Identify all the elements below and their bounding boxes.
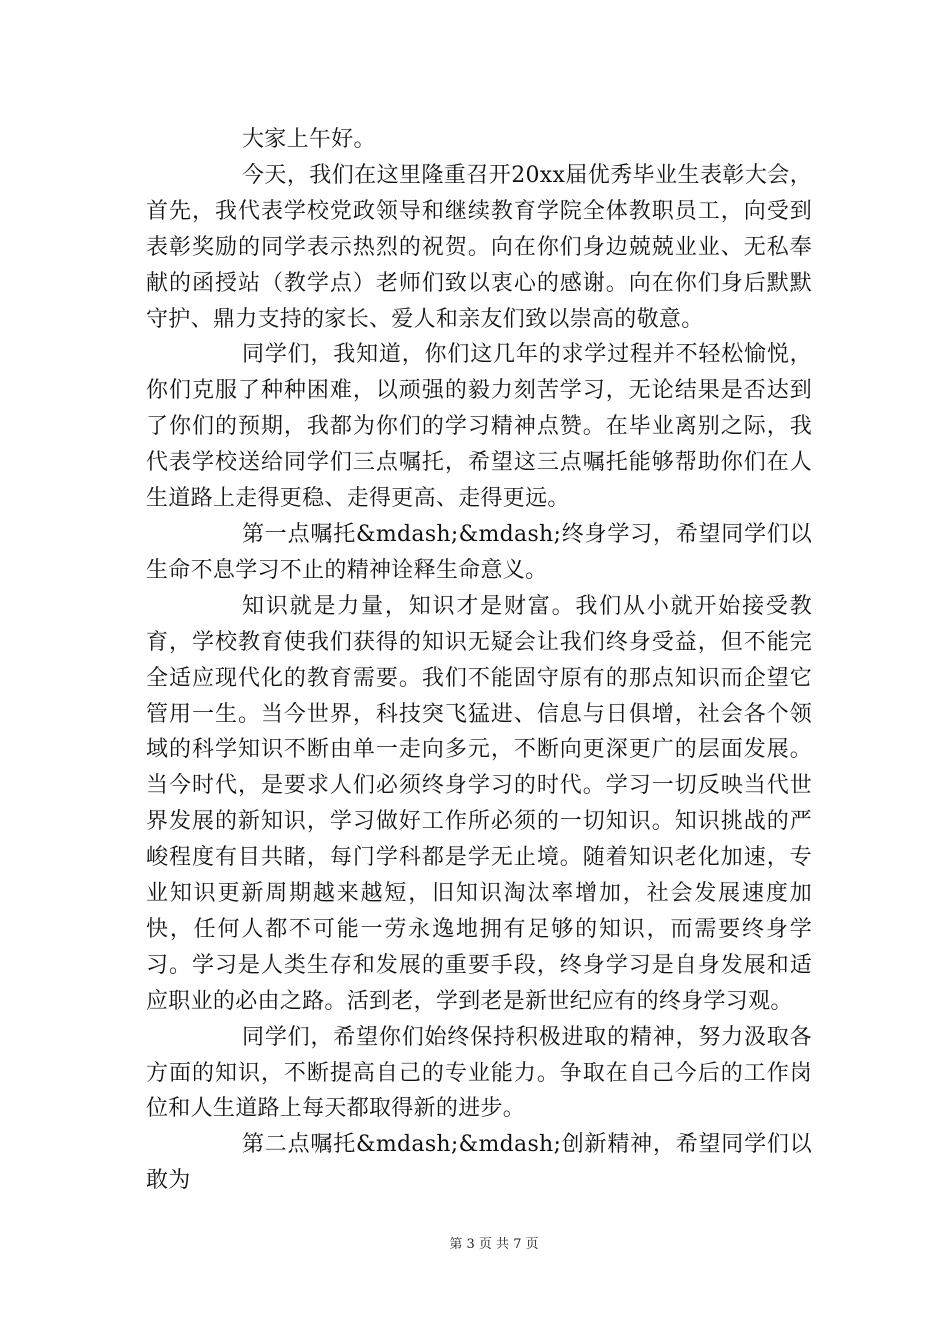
paragraph-opening: 今天，我们在这里隆重召开20xx届优秀毕业生表彰大会，首先，我代表学校党政领导和继续教育学院全体教职员工，向受到表彰奖励的同学表示热烈的祝贺。向在你们身边兢兢业业、无私奉献的函授站（教学点）老师们致以衷心的感谢。向在你们身后默默守护、鼎力支持的家长、爱人和亲友们致以崇高的敬意。 (146, 162, 812, 332)
paragraph-second-advice: 第二点嘱托&mdash;&mdash;创新精神，希望同学们以敢为 (146, 1132, 812, 1194)
paragraph-knowledge: 知识就是力量，知识才是财富。我们从小就开始接受教育，学校教育使我们获得的知识无疑会让我们终身受益，但不能完全适应现代化的教育需要。我们不能固守原有的那点知识而企望它管用一生。当今世界，科技突飞猛进、信息与日俱增，社会各个领域的科学知识不断由单一走向多元，不断向更深更广的层面发展。当今时代，是要求人们必须终身学习的时代。学习一切反映当代世界发展的新知识，学习做好工作所必须的一切知识。知识挑战的严峻程度有目共睹，每门学科都是学无止境。随着知识老化加速，专业知识更新周期越来越短，旧知识淘汰率增加，社会发展速度加快，任何人都不可能一劳永逸地拥有足够的知识，而需要终身学习。学习是人类生存和发展的重要手段，终身学习是自身发展和适应职业的必由之路。活到老，学到老是新世纪应有的终身学习观。 (146, 593, 812, 1014)
paragraph-encouragement: 同学们，希望你们始终保持积极进取的精神，努力汲取各方面的知识，不断提高自己的专业能力。争取在自己今后的工作岗位和人生道路上每天都取得新的进步。 (146, 1024, 812, 1122)
paragraph-first-advice: 第一点嘱托&mdash;&mdash;终身学习，希望同学们以生命不息学习不止的精神诠释生命意义。 (146, 521, 812, 583)
document-body (146, 122, 812, 1199)
page-footer: 第 3 页 共 7 页 (449, 1237, 539, 1252)
paragraph-greeting: 大家上午好。 (242, 127, 376, 152)
paragraph-students: 同学们，我知道，你们这几年的求学过程并不轻松愉悦，你们克服了种种困难，以顽强的毅力刻苦学习，无论结果是否达到了你们的预期，我都为你们的学习精神点赞。在毕业离别之际，我代表学校送给同学们三点嘱托，希望这三点嘱托能够帮助你们在人生道路上走得更稳、走得更高、走得更远。 (146, 342, 812, 512)
